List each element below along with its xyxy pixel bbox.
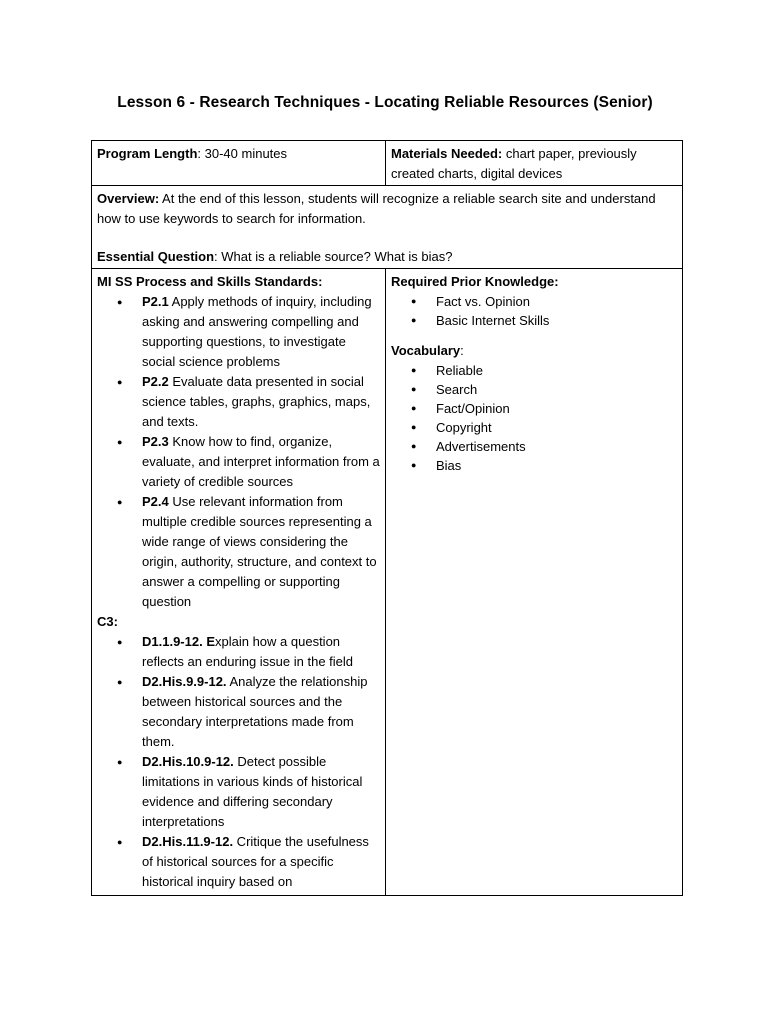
list-item: ● Copyright — [391, 418, 677, 437]
list-item — [97, 752, 380, 832]
standard-code: D1.1.9-12. E — [142, 634, 215, 649]
c3-list — [97, 632, 380, 892]
vocabulary-heading-line — [391, 341, 677, 361]
list-item — [97, 632, 380, 672]
program-length-cell — [92, 141, 386, 186]
materials-label: Materials Needed: — [391, 146, 503, 161]
spacer — [97, 229, 677, 247]
materials-value: chart paper, previously created charts, digital devices — [391, 146, 637, 181]
essential-question-text: : What is a reliable source? What is bias? — [214, 249, 453, 264]
standard-text: Know how to find, organize, evaluate, and interpret information from a variety of credible sources — [142, 434, 380, 489]
vocabulary-list — [391, 361, 677, 475]
document-title: Lesson 6 - Research Techniques - Locating Reliable Resources (Senior) — [117, 94, 653, 111]
standard-text: Use relevant information from multiple credible sources representing a wide range of views considering the origin, authority, structure, and context to answer a compelling or supporting question — [142, 494, 377, 609]
list-item: ● Search — [391, 380, 677, 399]
overview-label: Overview: — [97, 191, 160, 206]
overview-row — [92, 186, 683, 269]
standard-code: P2.1 — [142, 294, 169, 309]
list-item: ● Fact/Opinion — [391, 399, 677, 418]
list-item — [97, 832, 380, 892]
materials-cell — [386, 141, 683, 186]
standard-text: Critique the usefulness of historical sources for a specific historical inquiry based on — [142, 834, 369, 889]
standard-text: Apply methods of inquiry, including asking and answering compelling and supporting questions, to investigate social science problems — [142, 294, 372, 369]
prior-knowledge-heading: Required Prior Knowledge: — [391, 274, 559, 289]
overview-cell — [92, 186, 683, 269]
standard-code: D2.His.9.9-12. — [142, 674, 227, 689]
standard-text: Evaluate data presented in social science tables, graphs, graphics, maps, and texts. — [142, 374, 371, 429]
standard-code: P2.2 — [142, 374, 169, 389]
list-item — [97, 292, 380, 372]
standard-code: P2.4 — [142, 494, 169, 509]
list-item — [97, 432, 380, 492]
standard-code: P2.3 — [142, 434, 169, 449]
standards-cell — [92, 269, 386, 896]
standard-text: Analyze the relationship between historical sources and the secondary interpretations made from them. — [142, 674, 368, 749]
list-item: ● Bias — [391, 456, 677, 475]
standard-code: D2.His.11.9-12. — [142, 834, 234, 849]
overview-paragraph — [97, 189, 677, 229]
essential-question-label: Essential Question — [97, 249, 215, 264]
list-item: ● Advertisements — [391, 437, 677, 456]
knowledge-cell — [386, 269, 683, 896]
standards-list — [97, 292, 380, 612]
list-item: ● Fact vs. Opinion — [391, 292, 677, 311]
c3-heading: C3: — [97, 614, 118, 629]
list-item: ● Basic Internet Skills — [391, 311, 677, 330]
list-item: ● Reliable — [391, 361, 677, 380]
vocabulary-heading: Vocabulary — [391, 343, 461, 358]
standards-row — [92, 269, 683, 896]
lesson-plan-table — [91, 140, 683, 896]
spacer — [391, 330, 677, 341]
header-row — [92, 141, 683, 186]
standard-text: Detect possible limitations in various kinds of historical evidence and differing secondary interpretations — [142, 754, 363, 829]
standard-text: xplain how a question reflects an enduring issue in the field — [142, 634, 354, 669]
prior-knowledge-list — [391, 292, 677, 330]
program-length-label: Program Length — [97, 146, 198, 161]
overview-text: At the end of this lesson, students will recognize a reliable search site and understand how to use keywords to search for information. — [97, 191, 656, 226]
vocabulary-colon: : — [460, 343, 464, 358]
standard-code: D2.His.10.9-12. — [142, 754, 234, 769]
list-item — [97, 372, 380, 432]
essential-question — [97, 247, 677, 267]
list-item — [97, 672, 380, 752]
list-item — [97, 492, 380, 612]
program-length-value: : 30-40 minutes — [197, 146, 288, 161]
standards-heading: MI SS Process and Skills Standards: — [97, 274, 323, 289]
